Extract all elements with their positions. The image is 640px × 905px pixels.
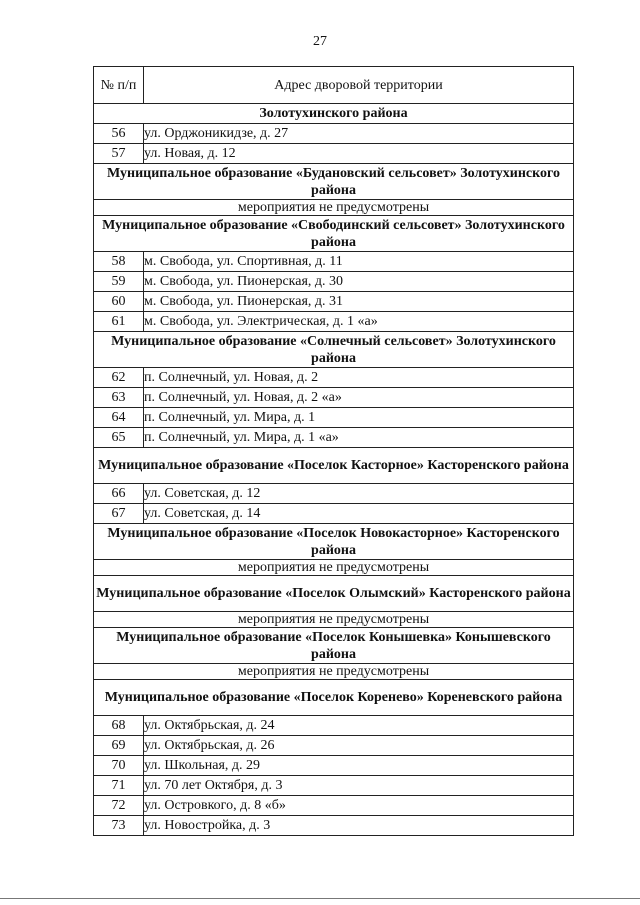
row-address: ул. Октябрьская, д. 24 [144, 716, 574, 736]
table-row [94, 756, 574, 776]
no-measures-note: мероприятия не предусмотрены [94, 560, 574, 576]
row-address: ул. Новая, д. 12 [144, 144, 574, 164]
section-title: Муниципальное образование «Поселок Новокасторное» Касторенского района [94, 524, 574, 560]
address-column-header: Адрес дворовой территории [144, 67, 574, 104]
table-body [94, 104, 574, 836]
row-number: 66 [94, 484, 144, 504]
row-address: ул. Орджоникидзе, д. 27 [144, 124, 574, 144]
table-row [94, 408, 574, 428]
row-address: п. Солнечный, ул. Мира, д. 1 «а» [144, 428, 574, 448]
page-number: 27 [313, 34, 327, 49]
row-number: 60 [94, 292, 144, 312]
row-number: 62 [94, 368, 144, 388]
row-address: м. Свобода, ул. Пионерская, д. 31 [144, 292, 574, 312]
section-title: Муниципальное образование «Будановский сельсовет» Золотухинского района [94, 164, 574, 200]
no-measures-note: мероприятия не предусмотрены [94, 664, 574, 680]
table-row [94, 716, 574, 736]
row-number: 63 [94, 388, 144, 408]
section-title: Муниципальное образование «Поселок Олымский» Касторенского района [94, 576, 574, 612]
row-number: 70 [94, 756, 144, 776]
section-header-row [94, 164, 574, 200]
table-row [94, 796, 574, 816]
row-address: ул. Новостройка, д. 3 [144, 816, 574, 836]
table-row [94, 312, 574, 332]
row-number: 67 [94, 504, 144, 524]
section-header-row [94, 680, 574, 716]
row-address: п. Солнечный, ул. Новая, д. 2 [144, 368, 574, 388]
row-address: ул. Школьная, д. 29 [144, 756, 574, 776]
row-number: 65 [94, 428, 144, 448]
row-number: 69 [94, 736, 144, 756]
row-number: 64 [94, 408, 144, 428]
table-row [94, 776, 574, 796]
section-title: Золотухинского района [94, 104, 574, 124]
section-header-row [94, 628, 574, 664]
table-row [94, 504, 574, 524]
section-header-row [94, 524, 574, 560]
row-number: 61 [94, 312, 144, 332]
no-measures-note: мероприятия не предусмотрены [94, 200, 574, 216]
row-address: ул. Советская, д. 12 [144, 484, 574, 504]
note-row [94, 560, 574, 576]
row-address: ул. Советская, д. 14 [144, 504, 574, 524]
row-address: ул. 70 лет Октября, д. 3 [144, 776, 574, 796]
table-row [94, 816, 574, 836]
section-header-row [94, 448, 574, 484]
table-row [94, 252, 574, 272]
table-row [94, 124, 574, 144]
row-address: ул. Островкого, д. 8 «б» [144, 796, 574, 816]
row-address: п. Солнечный, ул. Новая, д. 2 «а» [144, 388, 574, 408]
table-row [94, 144, 574, 164]
table-row [94, 368, 574, 388]
row-number: 68 [94, 716, 144, 736]
note-row [94, 664, 574, 680]
no-measures-note: мероприятия не предусмотрены [94, 612, 574, 628]
row-number: 57 [94, 144, 144, 164]
table-row [94, 292, 574, 312]
row-address: п. Солнечный, ул. Мира, д. 1 [144, 408, 574, 428]
section-header-row [94, 104, 574, 124]
table-row [94, 736, 574, 756]
section-title: Муниципальное образование «Поселок Касторное» Касторенского района [94, 448, 574, 484]
section-title: Муниципальное образование «Солнечный сельсовет» Золотухинского района [94, 332, 574, 368]
number-column-header: № п/п [94, 67, 144, 104]
row-number: 72 [94, 796, 144, 816]
row-address: м. Свобода, ул. Пионерская, д. 30 [144, 272, 574, 292]
row-number: 58 [94, 252, 144, 272]
row-number: 71 [94, 776, 144, 796]
row-address: м. Свобода, ул. Электрическая, д. 1 «а» [144, 312, 574, 332]
table-header-row [94, 67, 574, 104]
address-table [93, 66, 574, 836]
scan-edge-line [0, 898, 640, 899]
note-row [94, 612, 574, 628]
table-row [94, 388, 574, 408]
row-number: 73 [94, 816, 144, 836]
table-row [94, 272, 574, 292]
row-address: м. Свобода, ул. Спортивная, д. 11 [144, 252, 574, 272]
section-title: Муниципальное образование «Поселок Коренево» Кореневского района [94, 680, 574, 716]
section-title: Муниципальное образование «Поселок Конышевка» Конышевского района [94, 628, 574, 664]
table-row [94, 428, 574, 448]
note-row [94, 200, 574, 216]
section-header-row [94, 576, 574, 612]
section-header-row [94, 332, 574, 368]
row-number: 56 [94, 124, 144, 144]
section-header-row [94, 216, 574, 252]
row-address: ул. Октябрьская, д. 26 [144, 736, 574, 756]
row-number: 59 [94, 272, 144, 292]
table-row [94, 484, 574, 504]
section-title: Муниципальное образование «Свободинский сельсовет» Золотухинского района [94, 216, 574, 252]
